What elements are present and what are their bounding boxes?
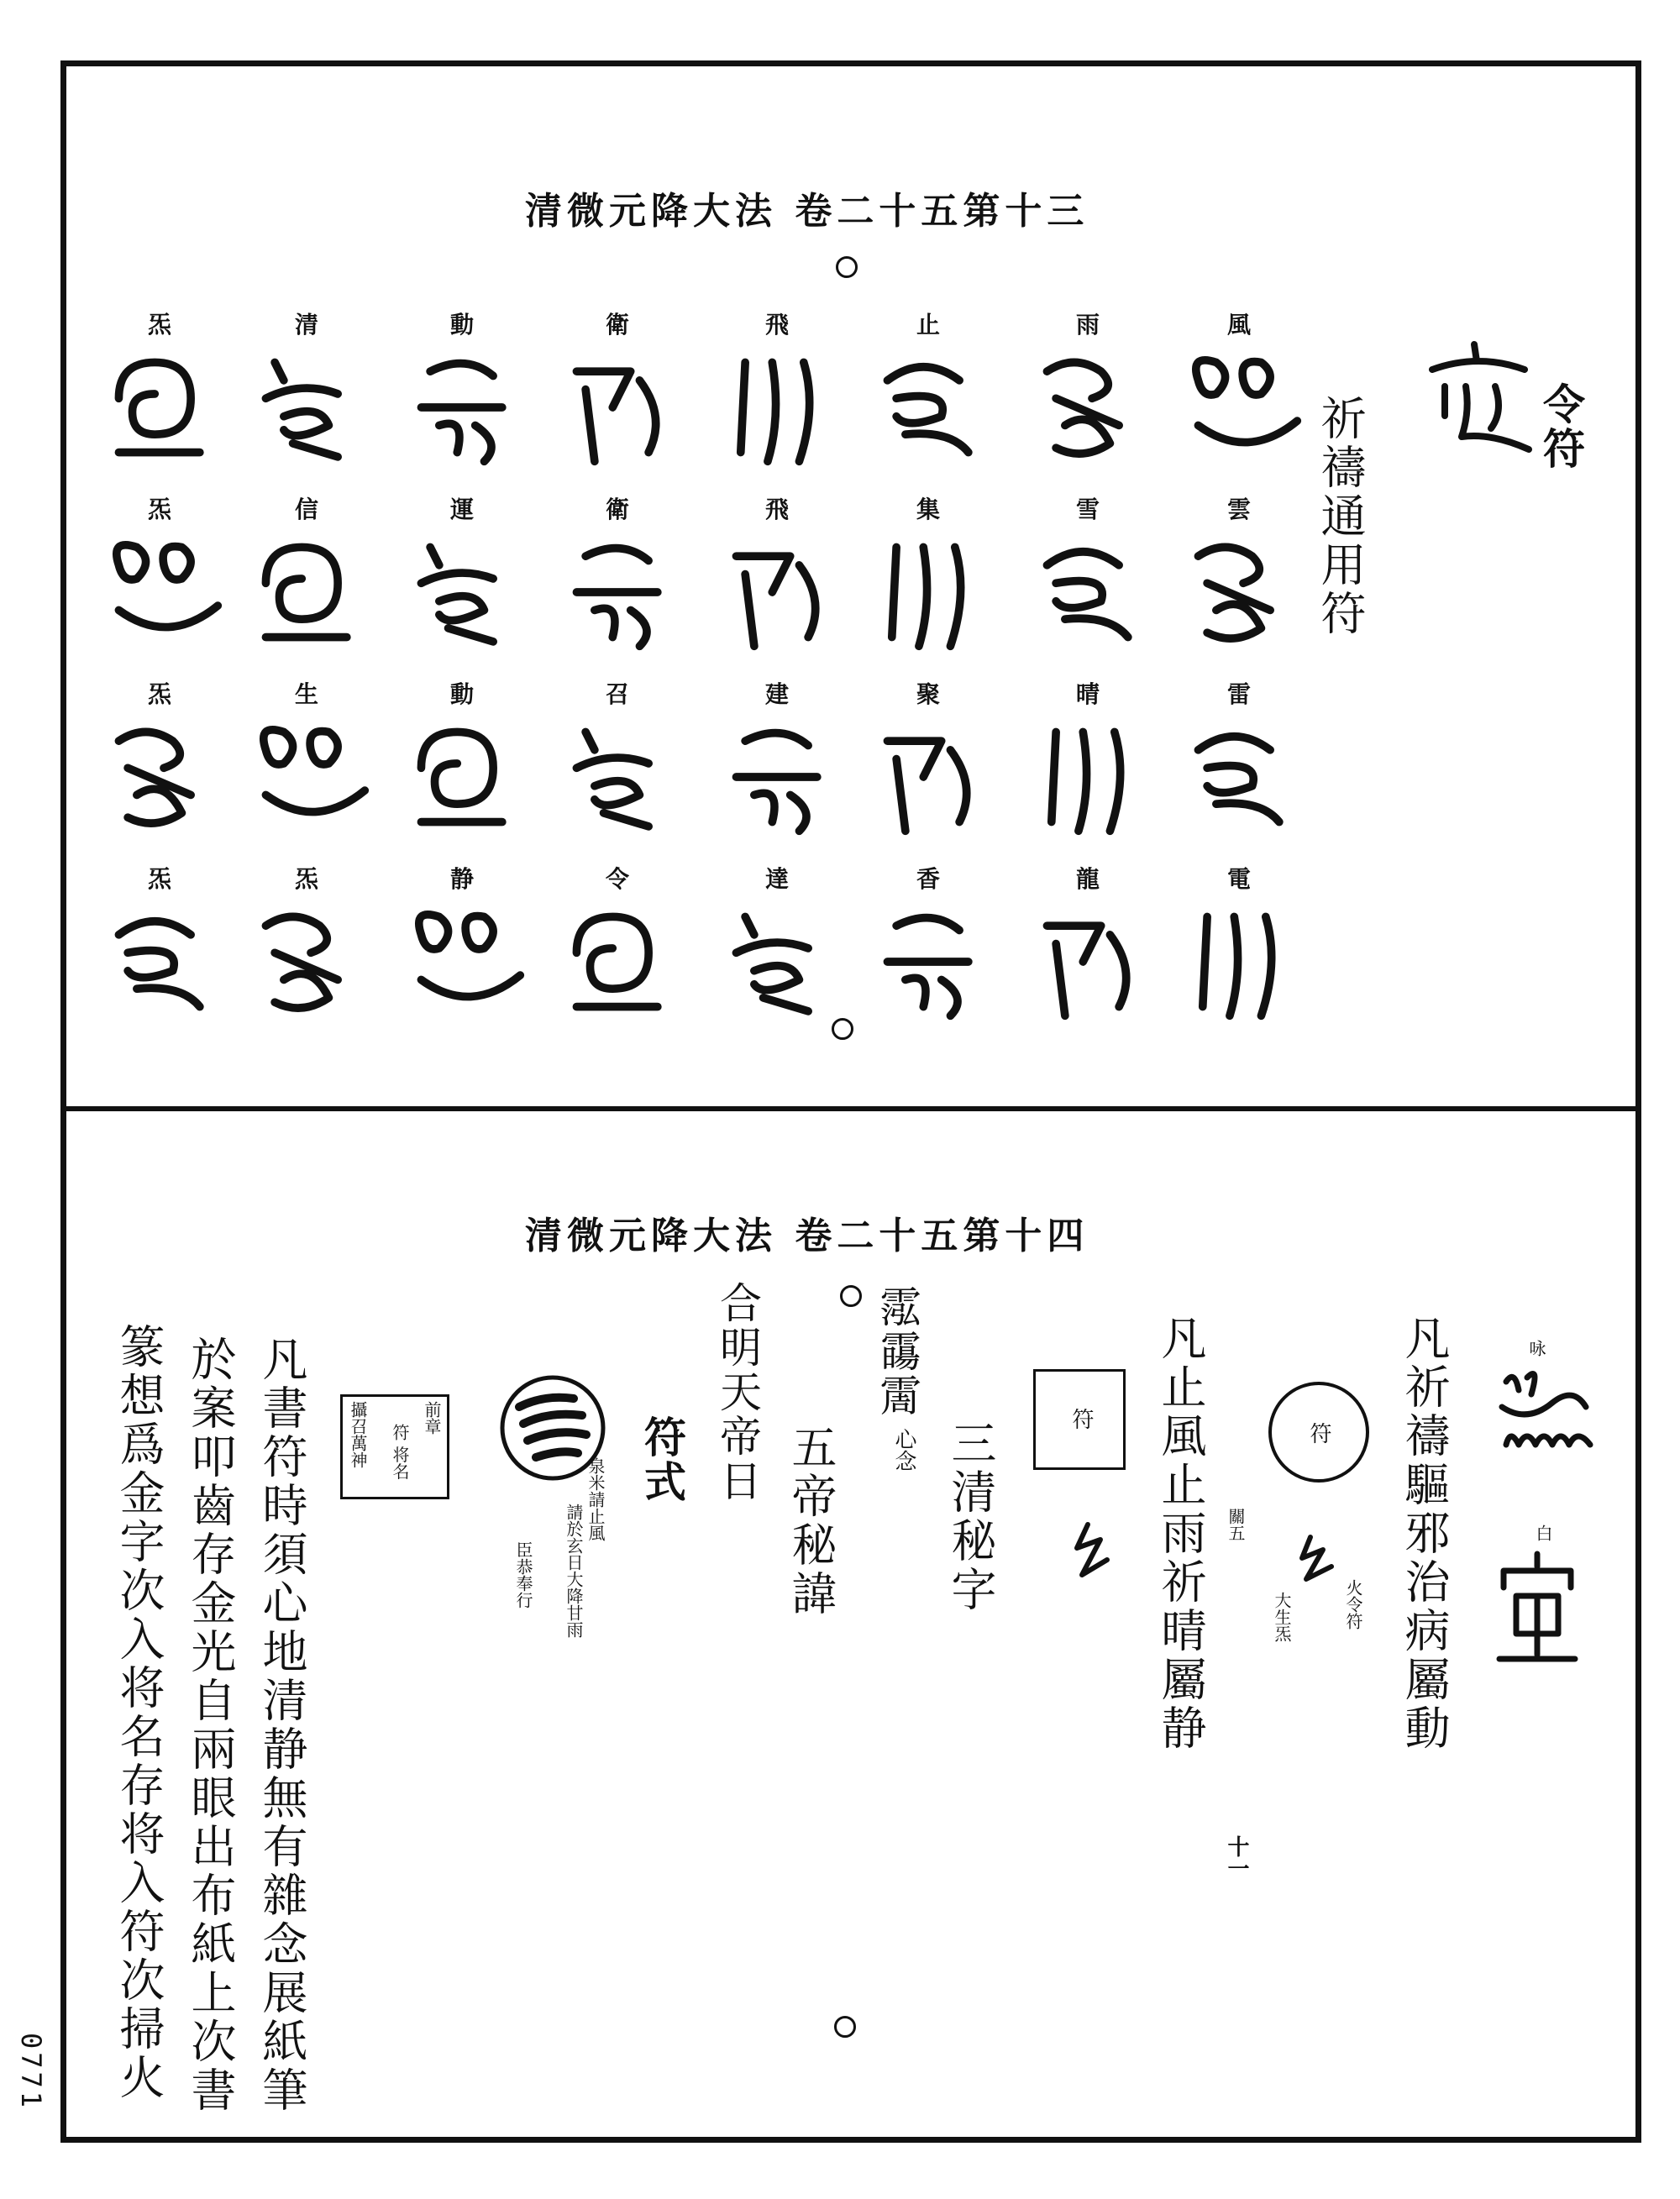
note-guanwu: 關五 — [1226, 1508, 1246, 1541]
talisman-glyph — [1180, 714, 1306, 840]
talisman-glyph — [718, 899, 844, 1025]
page-number: 0771 — [15, 2033, 47, 2112]
talisman-glyph — [1029, 714, 1155, 840]
bottom-text-col2: 於案叩齒存金光自兩眼出布紙上次書 — [184, 1336, 237, 2115]
bottom-col4-sub-main: 霐霷霌 — [873, 1285, 921, 1419]
top-header: 清微元降大法 卷二十五第十三 — [525, 190, 1089, 233]
circle-note-b: 大生炁 — [1272, 1592, 1292, 1642]
squiggle-mark — [1294, 1529, 1344, 1596]
bottom-col6-b: 符式 — [638, 1415, 687, 1504]
fire-talisman-glyph — [1494, 1357, 1603, 1466]
sun-talisman-glyph — [1491, 1550, 1583, 1667]
top-title-main: 祈禱通用符 — [1314, 395, 1367, 638]
seal-note-a: 泉米請止風 — [585, 1457, 606, 1541]
glyph-label: 建 — [764, 680, 789, 708]
glyph-label: 止 — [916, 311, 940, 339]
page-divider — [60, 1106, 1641, 1111]
talisman-glyph — [1180, 344, 1306, 470]
bottom-col5: 五帝秘諱 — [785, 1424, 837, 1619]
bottom-col1-small-top: 咏 — [1526, 1340, 1546, 1357]
talisman-glyph — [718, 344, 844, 470]
seal-note-c: 臣恭奉行 — [513, 1541, 533, 1609]
bottom-col3-bottom: 十一 — [1224, 1835, 1249, 1879]
squiggle-mark-2 — [1067, 1516, 1117, 1588]
seal-note-b: 請於玄日大降甘雨 — [564, 1504, 584, 1638]
talisman-glyph — [1029, 529, 1155, 655]
glyph-label: 集 — [916, 496, 940, 523]
stamp-text-b: 符 将名 — [390, 1424, 410, 1480]
talisman-glyph — [101, 344, 227, 470]
stamp-text-c: 攝召萬神 — [348, 1401, 368, 1468]
glyph-label: 炁 — [147, 865, 171, 893]
glyph-label: 召 — [605, 680, 629, 708]
glyph-label: 令 — [605, 865, 629, 893]
glyph-label: 晴 — [1075, 680, 1100, 708]
bottom-circle-mark-bottom — [834, 2016, 856, 2038]
talisman-glyph — [403, 344, 529, 470]
talisman-glyph — [403, 899, 529, 1025]
glyph-label: 炁 — [294, 865, 318, 893]
glyph-label: 炁 — [147, 311, 171, 339]
talisman-glyph — [869, 344, 995, 470]
glyph-label: 炁 — [147, 680, 171, 708]
talisman-glyph — [1180, 899, 1306, 1025]
glyph-label: 香 — [916, 865, 940, 893]
bottom-col1-small-bottom: 白 — [1533, 1525, 1553, 1541]
glyph-label: 電 — [1226, 865, 1251, 893]
glyph-label: 飛 — [764, 496, 789, 523]
glyph-label: 雲 — [1226, 496, 1251, 523]
talisman-glyph — [1029, 344, 1155, 470]
top-circle-mark — [836, 256, 858, 278]
talisman-glyph — [101, 714, 227, 840]
glyph-label: 達 — [764, 865, 789, 893]
glyph-label: 清 — [294, 311, 318, 339]
talisman-glyph — [403, 714, 529, 840]
glyph-label: 飛 — [764, 311, 789, 339]
top-title-top: 令符 — [1536, 382, 1586, 471]
bottom-text-col1: 凡書符時須心地清静無有雜念展紙筆 — [255, 1336, 308, 2115]
bottom-col2: 凡祈禱驅邪治病屬動 — [1398, 1315, 1451, 1753]
bottom-col4-sub-note: 心念 — [891, 1428, 916, 1472]
talisman-glyph — [1029, 899, 1155, 1025]
talisman-glyph — [869, 899, 995, 1025]
talisman-glyph — [559, 344, 685, 470]
glyph-label: 聚 — [916, 680, 940, 708]
bottom-col6-a: 合明天帝日 — [713, 1281, 762, 1504]
bottom-col4: 三清秘字 — [944, 1420, 997, 1614]
glyph-label: 信 — [294, 496, 318, 523]
talisman-glyph — [718, 529, 844, 655]
talisman-glyph — [101, 529, 227, 655]
talisman-glyph — [559, 529, 685, 655]
talisman-glyph — [248, 714, 374, 840]
glyph-label: 衛 — [605, 496, 629, 523]
circle-note-a: 火令符 — [1343, 1579, 1363, 1630]
glyph-label: 生 — [294, 680, 318, 708]
talisman-glyph — [869, 529, 995, 655]
stamp-text-a: 前章 — [422, 1401, 442, 1435]
talisman-glyph — [248, 344, 374, 470]
glyph-label: 静 — [449, 865, 474, 893]
boxed-talisman-label: 符 — [1068, 1408, 1094, 1430]
glyph-label: 風 — [1226, 311, 1251, 339]
glyph-label: 動 — [449, 680, 474, 708]
bottom-header: 清微元降大法 卷二十五第十四 — [525, 1215, 1089, 1257]
bottom-text-col3: 篆想爲金字次入将名存将入符次掃火 — [113, 1323, 165, 2102]
bottom-col3: 凡止風止雨祈晴屬静 — [1154, 1315, 1207, 1753]
talisman-glyph — [403, 529, 529, 655]
talisman-glyph — [101, 899, 227, 1025]
glyph-label: 雪 — [1075, 496, 1100, 523]
glyph-label: 炁 — [147, 496, 171, 523]
talisman-glyph — [248, 529, 374, 655]
talisman-glyph — [559, 899, 685, 1025]
talisman-glyph — [869, 714, 995, 840]
glyph-label: 衛 — [605, 311, 629, 339]
glyph-label: 龍 — [1075, 865, 1100, 893]
talisman-glyph — [559, 714, 685, 840]
circle-talisman-label: 符 — [1306, 1422, 1331, 1444]
glyph-label: 動 — [449, 311, 474, 339]
glyph-label: 雨 — [1075, 311, 1100, 339]
glyph-label: 雷 — [1226, 680, 1251, 708]
glyph-label: 運 — [449, 496, 474, 523]
bottom-circle-mark — [840, 1285, 862, 1307]
talisman-glyph — [248, 899, 374, 1025]
talisman-glyph — [718, 714, 844, 840]
command-talisman-glyph — [1411, 336, 1546, 462]
talisman-glyph — [1180, 529, 1306, 655]
